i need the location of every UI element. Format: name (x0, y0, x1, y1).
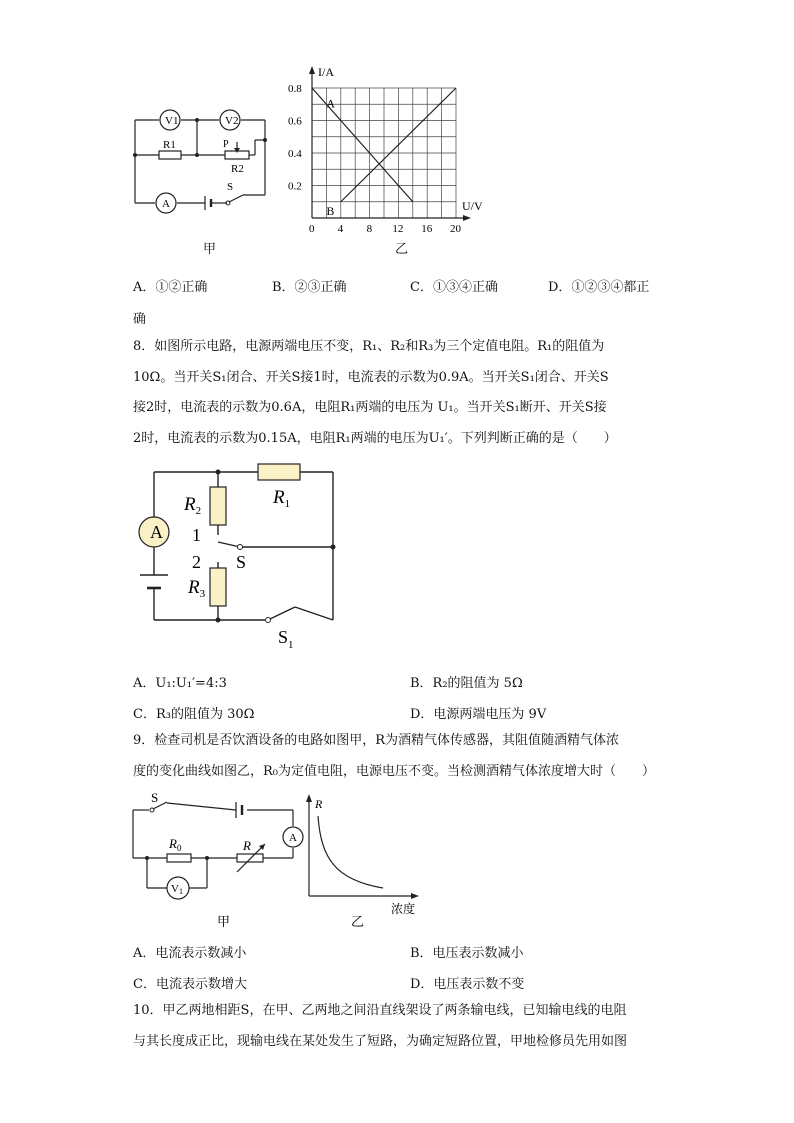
q9-stem: 9．检查司机是否饮酒设备的电路如图甲，R为酒精气体传感器，其阻值随酒精气体浓 度的变化曲线如图乙，R₀为定值电阻，电源电压不变。当检测酒精气体浓度增大时（ ） (133, 733, 656, 779)
r1-label: R1 (163, 139, 176, 151)
q7-option-b[interactable]: B．②③正确 (272, 280, 347, 295)
v1-label: V1 (171, 883, 183, 896)
r2-resistor (210, 487, 226, 525)
r2-label: $R_2$ (184, 494, 202, 517)
q9-caption-yi: 乙 (351, 914, 365, 928)
q8-circuit (130, 455, 350, 655)
switch-s1 (270, 607, 295, 619)
series-label-b: B (326, 203, 335, 218)
series-label-a: A (326, 96, 336, 111)
x-tick-label: 20 (450, 223, 461, 235)
v1-label: V1 (165, 115, 179, 127)
r0-label: $R_0$ (169, 836, 182, 853)
r-sensor (237, 854, 263, 862)
s-label: S (227, 181, 234, 193)
q7-circuit-jia (125, 100, 275, 220)
q7-option-a[interactable]: A．①②正确 (133, 280, 208, 295)
x-tick-label: 8 (366, 223, 373, 235)
q8-stem: 8．如图所示电路，电源两端电压不变，R₁、R₂和R₃为三个定值电阻。R₁的阻值为 10Ω。当开关S₁闭合、开关S接1时，电流表的示数为0.9A。当开关S₁闭合、开关S 接2时，电流表的示数为0.6A，电阻R₁两端的电压为 U₁。当开关S₁断开、开关S接 2时，电流表的示数为0.15A，电阻R₁两端的电压为U₁′。下列判断正确的是（ ） (133, 339, 617, 446)
q10-stem: 10．甲乙两地相距S，在甲、乙两地之间沿直线架设了两条输电线，已知输电线的电阻 与其长度成正比，现输电线在某处发生了短路，为确定短路位置，甲地检修员先用如图 (133, 1003, 628, 1049)
q7-graph-yi (280, 60, 500, 245)
s-label: S (151, 790, 159, 805)
q8-option-a[interactable]: A．U₁:U₁′=4:3 (133, 676, 227, 691)
q9-option-a[interactable]: A．电流表示数减小 (133, 946, 247, 961)
q9-option-b[interactable]: B．电压表示数减小 (410, 946, 524, 961)
y-tick-label: 0.8 (288, 83, 302, 95)
q9-caption-jia: 甲 (217, 914, 231, 928)
s-label: S (236, 552, 247, 572)
x-tick-label: 12 (392, 223, 404, 235)
p-label: P (223, 139, 229, 150)
graph-x-label: 浓度 (391, 902, 416, 916)
x-tick-label: 0 (309, 223, 315, 235)
q7-option-c[interactable]: C．①③④正确 (410, 280, 498, 295)
y-tick-label: 0.2 (288, 180, 302, 193)
r1-resistor (159, 151, 181, 159)
r1-label: $R_1$ (273, 487, 291, 510)
q8-option-c[interactable]: C．R₃的阻值为 30Ω (133, 707, 255, 722)
r3-resistor (210, 568, 226, 606)
pos2-label: 2 (192, 552, 201, 572)
q7-option-d[interactable]: D．①②③④都正 (548, 280, 650, 295)
a-label: A (289, 832, 297, 844)
a-label: A (150, 522, 163, 542)
q7-option-d-cont: 确 (133, 312, 147, 327)
x-tick-label: 16 (421, 223, 433, 235)
graph-y-label: R (315, 797, 323, 811)
q7-caption-yi: 乙 (395, 242, 409, 257)
r-label: R (243, 838, 251, 853)
y-tick-label: 0.4 (288, 148, 302, 160)
switch-s (229, 195, 243, 202)
q9-figure (125, 788, 425, 928)
r2-label: R2 (231, 163, 244, 175)
q9-option-c[interactable]: C．电流表示数增大 (133, 977, 247, 992)
q8-option-d[interactable]: D．电源两端电压为 9V (410, 707, 547, 722)
a-label: A (162, 198, 170, 210)
r0-resistor (167, 854, 191, 862)
r3-label: $R_3$ (188, 577, 206, 600)
pos1-label: 1 (192, 525, 201, 545)
r-concentration-curve (318, 816, 383, 888)
y-tick-label: 0.6 (288, 115, 302, 128)
q9-option-d[interactable]: D．电压表示数不变 (410, 977, 525, 992)
s1-label: $S_1$ (278, 627, 294, 651)
y-axis-title: I/A (318, 65, 334, 79)
v2-label: V2 (225, 115, 239, 127)
x-tick-label: 4 (337, 223, 344, 235)
r1-resistor (258, 464, 300, 480)
q7-caption-jia: 甲 (203, 242, 217, 257)
x-axis-title: U/V (462, 199, 483, 213)
q8-option-b[interactable]: B．R₂的阻值为 5Ω (410, 676, 523, 691)
